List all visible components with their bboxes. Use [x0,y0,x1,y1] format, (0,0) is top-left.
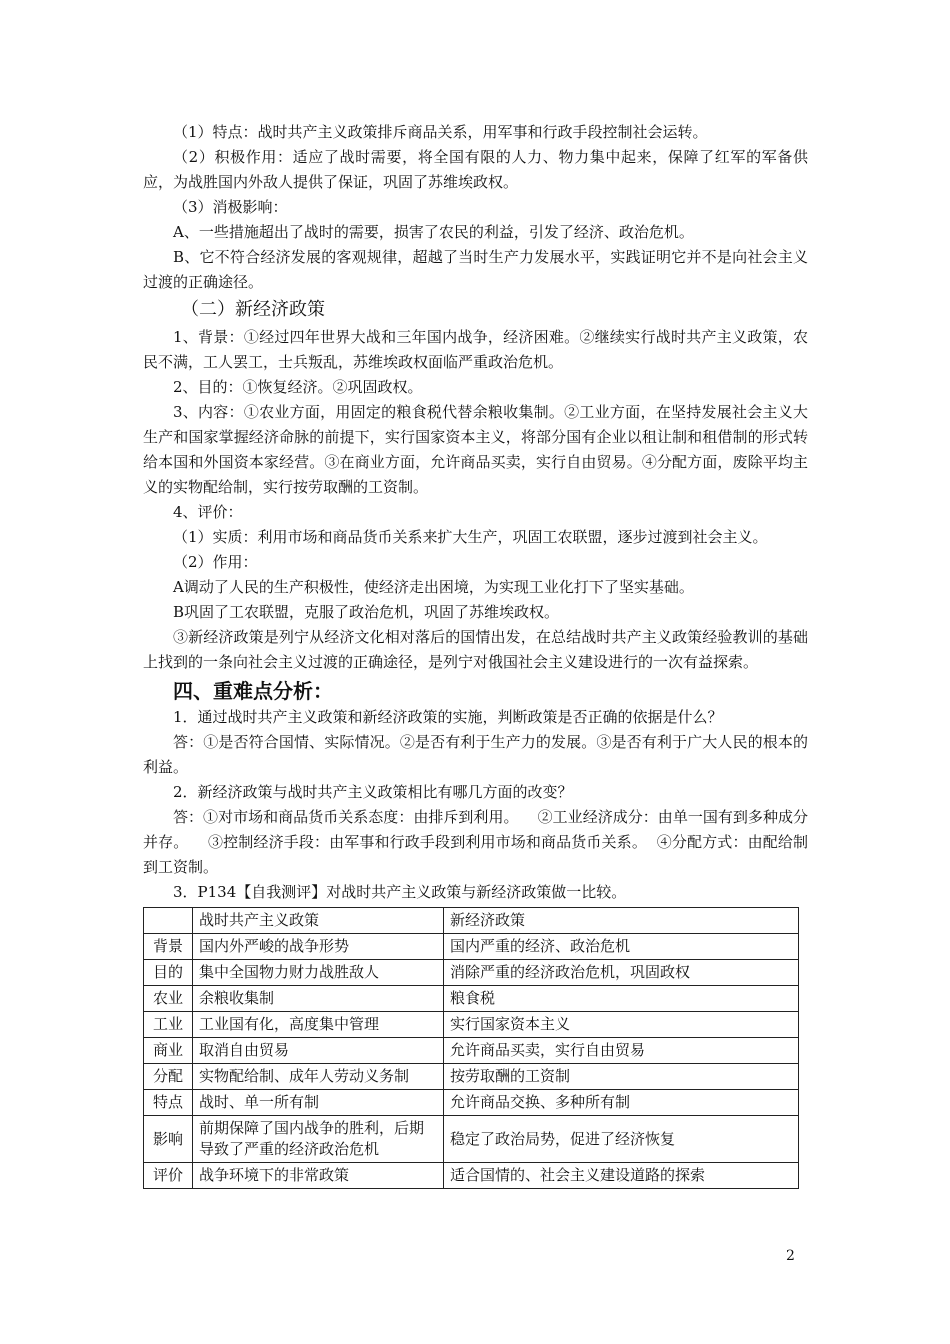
table-cell: 战争环境下的非常政策 [193,1163,444,1189]
table-cell: 消除严重的经济政治危机，巩固政权 [444,960,799,986]
table-cell: 适合国情的、社会主义建设道路的探索 [444,1163,799,1189]
table-cell: 按劳取酬的工资制 [444,1064,799,1090]
table-cell: 粮食税 [444,986,799,1012]
table-cell: 国内外严峻的战争形势 [193,934,444,960]
table-header-row [144,908,799,934]
table-cell: 集中全国物力财力战胜敌人 [193,960,444,986]
question-3: 3．P134【自我测评】对战时共产主义政策与新经济政策做一比较。 [173,883,627,901]
table-cell: 取消自由贸易 [193,1038,444,1064]
table-cell: 实物配给制、成年人劳动义务制 [193,1064,444,1090]
nep-effect-c: ③新经济政策是列宁从经济文化相对落后的国情出发，在总结战时共产主义政策经验教训的基础上找到的一条向社会主义过渡的正确途径，是列宁对俄国社会主义建设进行的一次有益探索。 [143,628,808,671]
table-cell: 国内严重的经济、政治危机 [444,934,799,960]
table-cell: 评价 [144,1163,193,1189]
table-cell: 特点 [144,1090,193,1116]
nep-background: 1、背景：①经过四年世界大战和三年国内战争，经济困难。②继续实行战时共产主义政策，农民不满，工人罢工，士兵叛乱，苏维埃政权面临严重政治危机。 [143,328,808,371]
question-1: 1．通过战时共产主义政策和新经济政策的实施，判断政策是否正确的依据是什么？ [173,708,723,726]
table-cell: 影响 [144,1116,193,1163]
table-row [144,986,799,1012]
table-cell: 战时、单一所有制 [193,1090,444,1116]
analysis-heading: 四、重难点分析： [173,679,333,703]
table-cell: 允许商品买卖，实行自由贸易 [444,1038,799,1064]
negative-effect-label: （3）消极影响： [173,198,288,216]
nep-purpose: 2、目的：①恢复经济。②巩固政权。 [173,378,423,396]
table-row [144,934,799,960]
table-row [144,960,799,986]
page-number: 2 [786,1248,795,1264]
table-header-cell: 战时共产主义政策 [193,908,444,934]
nep-content: 3、内容：①农业方面，用固定的粮食税代替余粮收集制。②工业方面，在坚持发展社会主义大生产和国家掌握经济命脉的前提下，实行国家资本主义，将部分国有企业以租让制和租借制的形式转给本国和外国资本家经营。③在商业方面，允许商品买卖，实行自由贸易。④分配方面，废除平均主义的实物配给制，实行按劳取酬的工资制。 [143,403,808,496]
table-cell: 背景 [144,934,193,960]
table-header-cell: 新经济政策 [444,908,799,934]
table-cell: 稳定了政治局势，促进了经济恢复 [444,1116,799,1163]
positive-effect-paragraph: （2）积极作用：适应了战时需要，将全国有限的人力、物力集中起来，保障了红军的军备供应，为战胜国内外敌人提供了保证，巩固了苏维埃政权。 [143,148,808,191]
table-cell: 分配 [144,1064,193,1090]
table-header-cell [144,908,193,934]
negative-effect-b: B、它不符合经济发展的客观规律，超越了当时生产力发展水平，实践证明它并不是向社会主义过渡的正确途径。 [143,248,808,291]
nep-effect-label: （2）作用： [173,553,258,571]
table-cell: 实行国家资本主义 [444,1012,799,1038]
table-cell: 允许商品交换、多种所有制 [444,1090,799,1116]
table-cell: 工业 [144,1012,193,1038]
table-row [144,1163,799,1189]
nep-heading: （二）新经济政策 [181,299,325,320]
comparison-table [143,907,799,1189]
table-cell: 工业国有化，高度集中管理 [193,1012,444,1038]
feature-paragraph: （1）特点：战时共产主义政策排斥商品关系，用军事和行政手段控制社会运转。 [173,123,708,141]
table-row [144,1116,799,1163]
table-cell: 前期保障了国内战争的胜利，后期导致了严重的经济政治危机 [193,1116,444,1163]
nep-effect-a: A调动了人民的生产积极性，使经济走出困境，为实现工业化打下了坚实基础。 [173,578,694,596]
nep-evaluation-label: 4、评价： [173,503,243,521]
answer-1: 答：①是否符合国情、实际情况。②是否有利于生产力的发展。③是否有利于广大人民的根本的利益。 [143,733,808,776]
page-content [143,120,808,1189]
table-row [144,1064,799,1090]
table-cell: 目的 [144,960,193,986]
table-row [144,1012,799,1038]
table-row [144,1090,799,1116]
table-cell: 农业 [144,986,193,1012]
negative-effect-a: A、一些措施超出了战时的需要，损害了农民的利益，引发了经济、政治危机。 [173,223,694,241]
table-cell: 余粮收集制 [193,986,444,1012]
table-cell: 商业 [144,1038,193,1064]
question-2: 2．新经济政策与战时共产主义政策相比有哪几方面的改变？ [173,783,573,801]
table-row [144,1038,799,1064]
nep-effect-b: B巩固了工农联盟，克服了政治危机，巩固了苏维埃政权。 [173,603,560,621]
nep-essence: （1）实质：利用市场和商品货币关系来扩大生产，巩固工农联盟，逐步过渡到社会主义。 [173,528,768,546]
answer-2: 答：①对市场和商品货币关系态度：由排斥到利用。 ②工业经济成分：由单一国有到多种成分并存。 ③控制经济手段：由军事和行政手段到利用市场和商品货币关系。 ④分配方式：由配给制到工资制。 [143,808,808,876]
